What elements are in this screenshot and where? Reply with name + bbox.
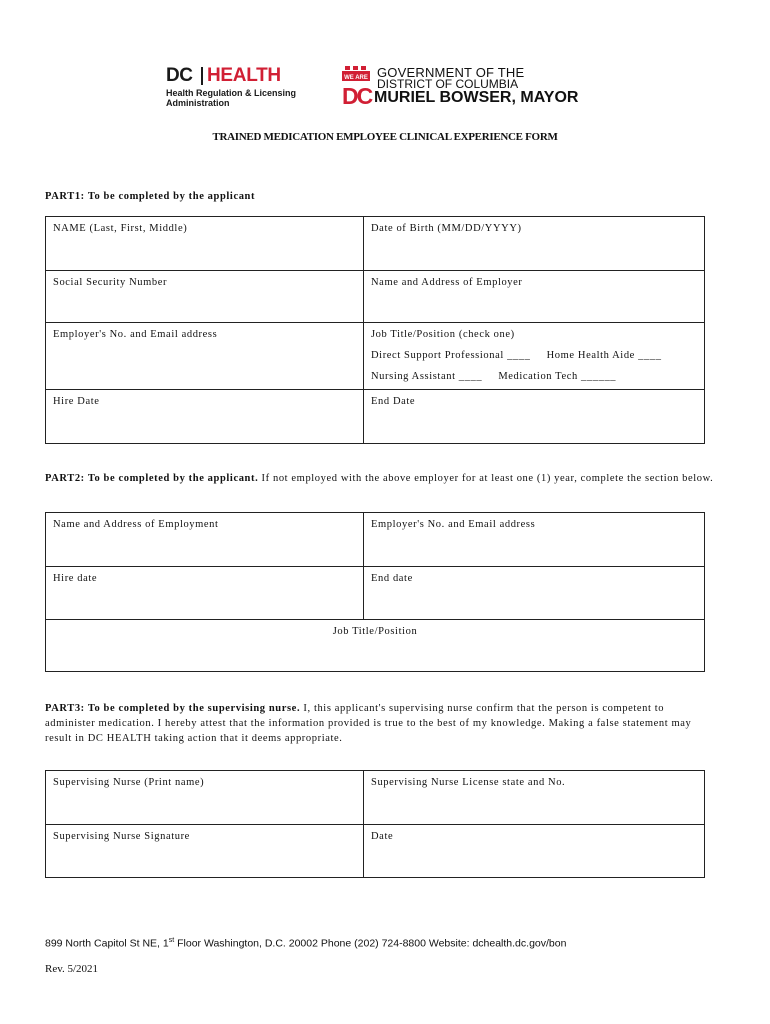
dc-health-logo-dc: DC [166,65,193,86]
dc-health-logo-divider [201,67,203,85]
employment-no-email-label: Employer's No. and Email address [371,519,536,530]
end-date-label: End Date [371,396,416,407]
date-of-birth-label: Date of Birth (MM/DD/YYYY) [371,223,522,234]
job-title-label: Job Title/Position (check one) [371,329,515,340]
dc-flag-emblem-icon [341,65,375,105]
ssn-label: Social Security Number [53,277,168,288]
employment-field[interactable] [46,513,364,567]
gov-line-2: DISTRICT OF COLUMBIA [377,77,519,91]
job-options-line-2: Nursing Assistant ____ Medication Tech ______ [371,371,617,382]
revision-date: Rev. 5/2021 [45,963,99,975]
employer-no-email-field[interactable] [46,323,364,390]
employer-label: Name and Address of Employer [371,277,523,288]
part3-heading [45,701,717,746]
part2-hire-date-label: Hire date [53,573,98,584]
gov-line-1: GOVERNMENT OF THE [377,65,525,80]
employment-no-email-field[interactable] [364,513,705,567]
nurse-date-label: Date [371,831,394,842]
part2-heading [45,471,717,486]
emblem-text: WE ARE [344,75,368,81]
nurse-date-field[interactable] [364,825,705,878]
part3-table [45,770,705,878]
gov-mayor-line: MURIEL BOWSER, MAYOR [374,89,579,106]
hire-date-label: Hire Date [53,396,100,407]
name-field[interactable] [46,217,364,271]
dc-health-logo-subtitle: Health Regulation & Licensing Administration [166,88,297,108]
end-date-field[interactable] [364,390,705,444]
part2-heading-bold: PART2: To be completed by the applicant. [45,473,259,484]
form-title: TRAINED MEDICATION EMPLOYEE CLINICAL EXPERIENCE FORM [212,131,558,143]
part2-job-title-label: Job Title/Position [332,626,418,637]
part2-end-date-label: End date [371,573,413,584]
part1-heading: PART1: To be completed by the applicant [45,191,256,202]
employer-no-email-label: Employer's No. and Email address [53,329,218,340]
part2-end-date-field[interactable] [364,567,705,620]
date-of-birth-field[interactable] [364,217,705,271]
nurse-name-field[interactable] [46,771,364,825]
part2-hire-date-field[interactable] [46,567,364,620]
dc-government-logo [341,65,603,107]
part2-table [45,512,705,672]
nurse-name-label: Supervising Nurse (Print name) [53,777,205,788]
nurse-license-label: Supervising Nurse License state and No. [371,777,566,788]
part1-table [45,216,705,444]
emblem-letters: DC [342,83,372,105]
job-title-field[interactable] [364,323,705,390]
name-label: NAME (Last, First, Middle) [53,223,188,234]
employer-field[interactable] [364,271,705,323]
part3-heading-bold: PART3: To be completed by the supervising nurse. [45,703,301,714]
footer-address: 899 North Capitol St NE, 1st Floor Washington, D.C. 20002 Phone (202) 724-8800 Website: dchealth.dc.gov/bon [45,937,567,950]
nurse-signature-field[interactable] [46,825,364,878]
nurse-license-field[interactable] [364,771,705,825]
nurse-signature-label: Supervising Nurse Signature [53,831,190,842]
part2-heading-text: If not employed with the above employer for at least one (1) year, complete the section below. [258,473,714,484]
hire-date-field[interactable] [46,390,364,444]
ssn-field[interactable] [46,271,364,323]
part3-heading-text: I, this applicant's supervising nurse confirm that the person is competent to administer medication. I hereby attest that the information provided is true to the best of my knowledge. Making a false statement may result in DC HEALTH taking action that it deems appropriate. [45,703,692,744]
dc-health-logo [166,65,316,107]
part2-job-title-field[interactable] [46,620,705,672]
employment-label: Name and Address of Employment [53,519,219,530]
job-options-line-1: Direct Support Professional ____ Home Health Aide ____ [371,350,662,361]
dc-health-logo-health: HEALTH [207,65,281,86]
